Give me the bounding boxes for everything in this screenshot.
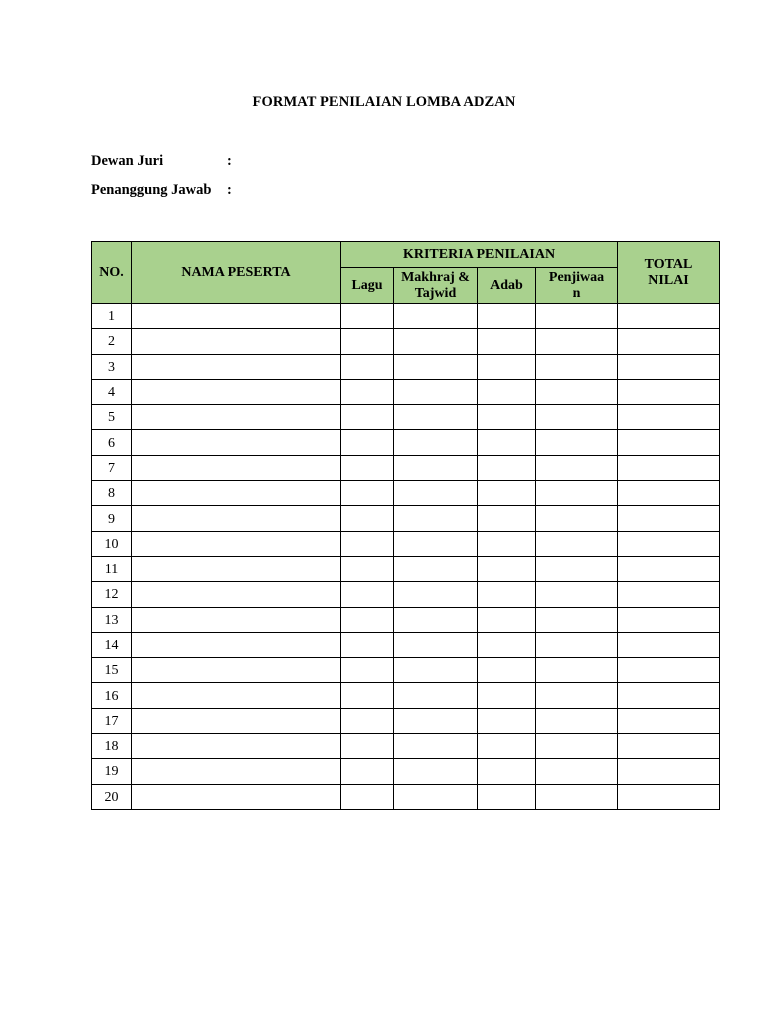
lagu-cell[interactable] xyxy=(341,531,394,556)
total-nilai-cell[interactable] xyxy=(618,304,720,329)
table-row xyxy=(92,531,720,556)
table-row xyxy=(92,556,720,581)
scoring-table xyxy=(91,241,720,810)
makhraj-tajwid-cell[interactable] xyxy=(394,430,478,455)
adab-cell[interactable] xyxy=(478,481,536,506)
table-row xyxy=(92,632,720,657)
total-nilai-cell[interactable] xyxy=(618,531,720,556)
row-number: 5 xyxy=(92,405,132,430)
penjiwaan-cell[interactable] xyxy=(536,405,618,430)
nama-peserta-cell[interactable] xyxy=(132,531,341,556)
adab-cell[interactable] xyxy=(478,455,536,480)
row-number: 3 xyxy=(92,354,132,379)
adab-cell[interactable] xyxy=(478,784,536,809)
makhraj-tajwid-cell[interactable] xyxy=(394,304,478,329)
lagu-cell[interactable] xyxy=(341,607,394,632)
makhraj-tajwid-cell[interactable] xyxy=(394,784,478,809)
lagu-cell[interactable] xyxy=(341,354,394,379)
table-row xyxy=(92,658,720,683)
row-number: 12 xyxy=(92,582,132,607)
table-row xyxy=(92,329,720,354)
adab-cell[interactable] xyxy=(478,379,536,404)
makhraj-tajwid-cell[interactable] xyxy=(394,556,478,581)
header-penjiwaan-line2: n xyxy=(572,285,581,301)
penjiwaan-cell[interactable] xyxy=(536,708,618,733)
adab-cell[interactable] xyxy=(478,759,536,784)
row-number: 7 xyxy=(92,455,132,480)
total-nilai-cell[interactable] xyxy=(618,430,720,455)
row-number: 11 xyxy=(92,556,132,581)
row-number: 18 xyxy=(92,734,132,759)
total-nilai-cell[interactable] xyxy=(618,582,720,607)
penjiwaan-cell[interactable] xyxy=(536,784,618,809)
header-nama-peserta: NAMA PESERTA xyxy=(132,242,341,304)
penjiwaan-cell[interactable] xyxy=(536,531,618,556)
adab-cell[interactable] xyxy=(478,531,536,556)
field-separator: : xyxy=(227,153,232,169)
header-adab: Adab xyxy=(478,268,536,304)
total-nilai-cell[interactable] xyxy=(618,556,720,581)
lagu-cell[interactable] xyxy=(341,506,394,531)
header-total-nilai xyxy=(618,242,720,304)
table-row xyxy=(92,430,720,455)
row-number: 16 xyxy=(92,683,132,708)
total-nilai-cell[interactable] xyxy=(618,506,720,531)
adab-cell[interactable] xyxy=(478,582,536,607)
nama-peserta-cell[interactable] xyxy=(132,379,341,404)
adab-cell[interactable] xyxy=(478,506,536,531)
row-number: 19 xyxy=(92,759,132,784)
lagu-cell[interactable] xyxy=(341,708,394,733)
penjiwaan-cell[interactable] xyxy=(536,379,618,404)
lagu-cell[interactable] xyxy=(341,658,394,683)
penjiwaan-cell[interactable] xyxy=(536,759,618,784)
penjiwaan-cell[interactable] xyxy=(536,607,618,632)
document-title: FORMAT PENILAIAN LOMBA ADZAN xyxy=(252,94,516,110)
header-makhraj-tajwid: Makhraj & Tajwid xyxy=(394,268,478,304)
lagu-cell[interactable] xyxy=(341,734,394,759)
makhraj-tajwid-cell[interactable] xyxy=(394,759,478,784)
row-number: 4 xyxy=(92,379,132,404)
lagu-cell[interactable] xyxy=(341,481,394,506)
penjiwaan-cell[interactable] xyxy=(536,481,618,506)
row-number: 8 xyxy=(92,481,132,506)
table-row xyxy=(92,708,720,733)
total-nilai-cell[interactable] xyxy=(618,379,720,404)
header-penjiwaan xyxy=(536,268,618,304)
nama-peserta-cell[interactable] xyxy=(132,430,341,455)
total-nilai-cell[interactable] xyxy=(618,481,720,506)
header-penjiwaan-line1: Penjiwaa xyxy=(548,269,605,285)
lagu-cell[interactable] xyxy=(341,556,394,581)
nama-peserta-cell[interactable] xyxy=(132,556,341,581)
lagu-cell[interactable] xyxy=(341,759,394,784)
row-number: 9 xyxy=(92,506,132,531)
nama-peserta-cell[interactable] xyxy=(132,708,341,733)
penjiwaan-cell[interactable] xyxy=(536,632,618,657)
table-row xyxy=(92,683,720,708)
row-number: 20 xyxy=(92,784,132,809)
lagu-cell[interactable] xyxy=(341,304,394,329)
adab-cell[interactable] xyxy=(478,734,536,759)
penjiwaan-cell[interactable] xyxy=(536,506,618,531)
table-row xyxy=(92,354,720,379)
total-nilai-cell[interactable] xyxy=(618,759,720,784)
table-row xyxy=(92,405,720,430)
makhraj-tajwid-cell[interactable] xyxy=(394,734,478,759)
total-nilai-cell[interactable] xyxy=(618,734,720,759)
penjiwaan-cell[interactable] xyxy=(536,455,618,480)
total-nilai-cell[interactable] xyxy=(618,329,720,354)
adab-cell[interactable] xyxy=(478,354,536,379)
lagu-cell[interactable] xyxy=(341,582,394,607)
total-nilai-cell[interactable] xyxy=(618,784,720,809)
total-nilai-cell[interactable] xyxy=(618,708,720,733)
total-nilai-cell[interactable] xyxy=(618,354,720,379)
makhraj-tajwid-cell[interactable] xyxy=(394,582,478,607)
nama-peserta-cell[interactable] xyxy=(132,582,341,607)
table-row xyxy=(92,481,720,506)
penjiwaan-cell[interactable] xyxy=(536,304,618,329)
table-row xyxy=(92,759,720,784)
nama-peserta-cell[interactable] xyxy=(132,455,341,480)
row-number: 15 xyxy=(92,658,132,683)
nama-peserta-cell[interactable] xyxy=(132,734,341,759)
makhraj-tajwid-cell[interactable] xyxy=(394,607,478,632)
nama-peserta-cell[interactable] xyxy=(132,784,341,809)
makhraj-tajwid-cell[interactable] xyxy=(394,531,478,556)
penjiwaan-cell[interactable] xyxy=(536,430,618,455)
row-number: 2 xyxy=(92,329,132,354)
nama-peserta-cell[interactable] xyxy=(132,304,341,329)
row-number: 14 xyxy=(92,632,132,657)
adab-cell[interactable] xyxy=(478,430,536,455)
penjiwaan-cell[interactable] xyxy=(536,556,618,581)
lagu-cell[interactable] xyxy=(341,379,394,404)
table-row xyxy=(92,455,720,480)
makhraj-tajwid-cell[interactable] xyxy=(394,379,478,404)
makhraj-tajwid-cell[interactable] xyxy=(394,632,478,657)
makhraj-tajwid-cell[interactable] xyxy=(394,329,478,354)
field-label: Penanggung Jawab xyxy=(91,182,212,198)
table-row xyxy=(92,582,720,607)
total-nilai-cell[interactable] xyxy=(618,632,720,657)
lagu-cell[interactable] xyxy=(341,329,394,354)
row-number: 17 xyxy=(92,708,132,733)
table-row xyxy=(92,607,720,632)
header-lagu: Lagu xyxy=(341,268,394,304)
total-nilai-cell[interactable] xyxy=(618,683,720,708)
adab-cell[interactable] xyxy=(478,556,536,581)
nama-peserta-cell[interactable] xyxy=(132,759,341,784)
penjiwaan-cell[interactable] xyxy=(536,683,618,708)
row-number: 13 xyxy=(92,607,132,632)
makhraj-tajwid-cell[interactable] xyxy=(394,506,478,531)
adab-cell[interactable] xyxy=(478,683,536,708)
nama-peserta-cell[interactable] xyxy=(132,405,341,430)
adab-cell[interactable] xyxy=(478,632,536,657)
header-no: NO. xyxy=(92,242,132,304)
adab-cell[interactable] xyxy=(478,658,536,683)
lagu-cell[interactable] xyxy=(341,784,394,809)
row-number: 1 xyxy=(92,304,132,329)
penjiwaan-cell[interactable] xyxy=(536,734,618,759)
field-label: Dewan Juri xyxy=(91,153,164,169)
adab-cell[interactable] xyxy=(478,304,536,329)
row-number: 10 xyxy=(92,531,132,556)
lagu-cell[interactable] xyxy=(341,632,394,657)
adab-cell[interactable] xyxy=(478,329,536,354)
penjiwaan-cell[interactable] xyxy=(536,354,618,379)
nama-peserta-cell[interactable] xyxy=(132,632,341,657)
row-number: 6 xyxy=(92,430,132,455)
lagu-cell[interactable] xyxy=(341,455,394,480)
makhraj-tajwid-cell[interactable] xyxy=(394,658,478,683)
table-row xyxy=(92,379,720,404)
nama-peserta-cell[interactable] xyxy=(132,329,341,354)
makhraj-tajwid-cell[interactable] xyxy=(394,455,478,480)
field-separator: : xyxy=(227,182,232,198)
lagu-cell[interactable] xyxy=(341,430,394,455)
makhraj-tajwid-cell[interactable] xyxy=(394,405,478,430)
scoring-table-body xyxy=(92,304,720,810)
lagu-cell[interactable] xyxy=(341,405,394,430)
adab-cell[interactable] xyxy=(478,405,536,430)
nama-peserta-cell[interactable] xyxy=(132,658,341,683)
nama-peserta-cell[interactable] xyxy=(132,683,341,708)
penjiwaan-cell[interactable] xyxy=(536,658,618,683)
makhraj-tajwid-cell[interactable] xyxy=(394,683,478,708)
total-nilai-cell[interactable] xyxy=(618,455,720,480)
nama-peserta-cell[interactable] xyxy=(132,481,341,506)
makhraj-tajwid-cell[interactable] xyxy=(394,481,478,506)
penjiwaan-cell[interactable] xyxy=(536,582,618,607)
table-row xyxy=(92,734,720,759)
table-row xyxy=(92,784,720,809)
table-row xyxy=(92,506,720,531)
nama-peserta-cell[interactable] xyxy=(132,354,341,379)
penjiwaan-cell[interactable] xyxy=(536,329,618,354)
header-total-nilai-label: TOTAL NILAI xyxy=(644,256,693,288)
nama-peserta-cell[interactable] xyxy=(132,607,341,632)
total-nilai-cell[interactable] xyxy=(618,405,720,430)
adab-cell[interactable] xyxy=(478,708,536,733)
total-nilai-cell[interactable] xyxy=(618,658,720,683)
makhraj-tajwid-cell[interactable] xyxy=(394,708,478,733)
adab-cell[interactable] xyxy=(478,607,536,632)
makhraj-tajwid-cell[interactable] xyxy=(394,354,478,379)
total-nilai-cell[interactable] xyxy=(618,607,720,632)
nama-peserta-cell[interactable] xyxy=(132,506,341,531)
lagu-cell[interactable] xyxy=(341,683,394,708)
header-kriteria-penilaian: KRITERIA PENILAIAN xyxy=(341,242,618,268)
table-row xyxy=(92,304,720,329)
